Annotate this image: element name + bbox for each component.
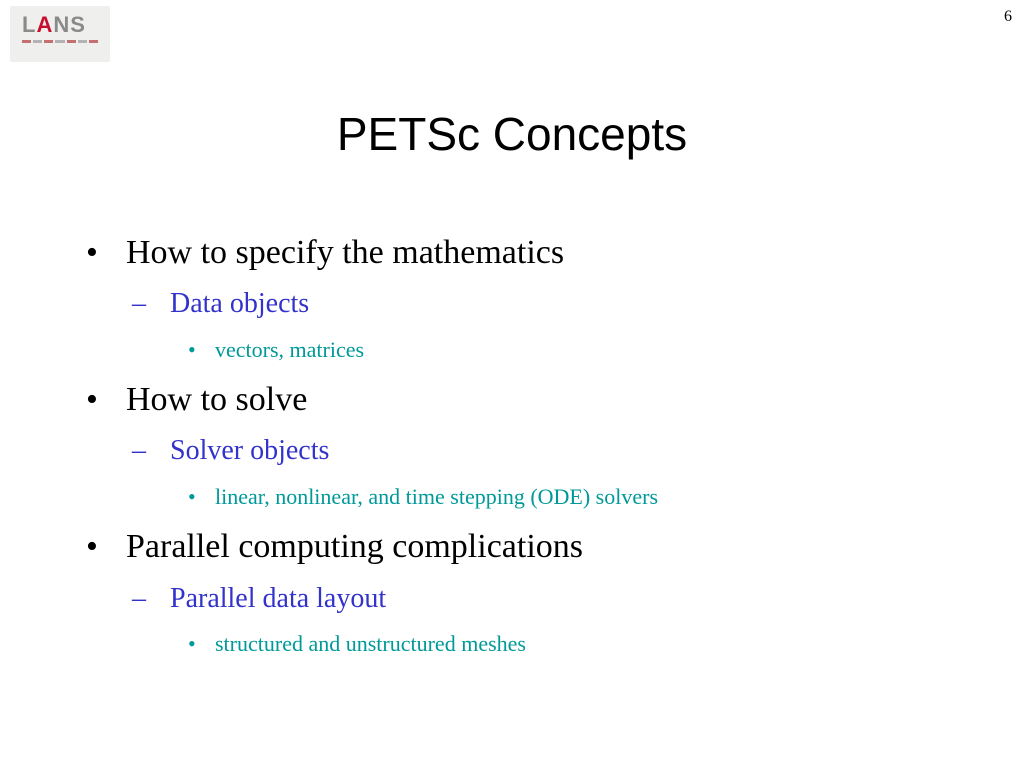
- bullet-dot-icon: •: [86, 381, 98, 418]
- bullet-text: vectors, matrices: [215, 337, 365, 362]
- logo-wordmark: LANS: [22, 12, 86, 37]
- bullet-item-level3: [188, 484, 658, 510]
- bullet-dash-icon: –: [132, 583, 146, 614]
- bullet-item-level2: [132, 288, 309, 320]
- bullet-dash-icon: –: [132, 435, 146, 466]
- bullet-text: Solver objects: [170, 435, 330, 466]
- logo-subtitle-bar: [22, 40, 98, 44]
- bullet-dash-icon: –: [132, 288, 146, 319]
- page-number: 6: [1004, 8, 1012, 25]
- bullet-item-level2: [132, 583, 386, 615]
- bullet-dot-icon: •: [188, 631, 196, 656]
- bullet-item-level2: [132, 435, 329, 467]
- bullet-dot-icon: •: [86, 234, 98, 271]
- bullet-item-level1: [86, 528, 583, 566]
- bullet-dot-icon: •: [188, 337, 196, 362]
- bullet-text: How to specify the mathematics: [126, 234, 565, 271]
- bullet-item-level1: [86, 381, 307, 419]
- bullet-item-level1: [86, 234, 564, 272]
- bullet-text: How to solve: [126, 381, 308, 418]
- bullet-item-level3: [188, 337, 364, 363]
- slide-title: PETSc Concepts: [336, 108, 688, 160]
- bullet-text: linear, nonlinear, and time stepping (ODE) solvers: [215, 484, 659, 509]
- bullet-dot-icon: •: [86, 528, 98, 565]
- bullet-text: Data objects: [170, 288, 310, 319]
- bullet-text: Parallel computing complications: [126, 528, 584, 565]
- lans-logo: [10, 6, 110, 62]
- bullet-item-level3: [188, 631, 526, 657]
- bullet-text: structured and unstructured meshes: [215, 631, 526, 656]
- bullet-dot-icon: •: [188, 484, 196, 509]
- bullet-text: Parallel data layout: [170, 583, 387, 614]
